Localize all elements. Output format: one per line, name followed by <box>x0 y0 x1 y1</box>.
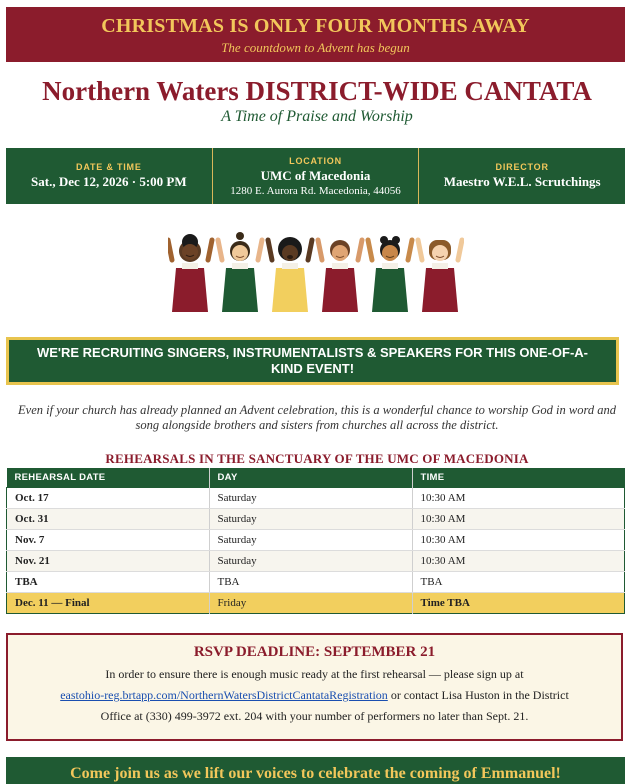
rehearsal-date: Nov. 21 <box>7 551 210 572</box>
rehearsal-date: Dec. 11 — Final <box>7 593 210 614</box>
rsvp-line-2: or contact Lisa Huston in the District <box>387 688 569 702</box>
date-time-label: DATE & TIME <box>76 162 142 172</box>
page-title: Northern Waters DISTRICT-WIDE CANTATA <box>42 76 592 106</box>
rehearsal-time: 10:30 AM <box>412 551 625 572</box>
rehearsal-day: Saturday <box>209 551 412 572</box>
table-row <box>7 509 625 530</box>
rehearsal-time: 10:30 AM <box>412 509 625 530</box>
rehearsal-date: Oct. 17 <box>7 488 210 509</box>
rsvp-line-1: In order to ensure there is enough music ready at the first rehearsal — please sign up at <box>105 667 524 681</box>
choir-singer <box>168 234 212 312</box>
rehearsal-day: TBA <box>209 572 412 593</box>
rsvp-box <box>6 633 623 741</box>
location-value: UMC of Macedonia <box>260 167 371 183</box>
rehearsal-time: 10:30 AM <box>412 488 625 509</box>
banner-headline: CHRISTMAS IS ONLY FOUR MONTHS AWAY <box>101 15 530 37</box>
footer-banner: Come join us as we lift our voices to celebrate the coming of Emmanuel! <box>6 757 625 784</box>
rsvp-text <box>8 664 621 727</box>
choir-singer <box>268 237 312 312</box>
director-label: DIRECTOR <box>495 162 549 172</box>
event-info-bar <box>6 148 625 204</box>
rehearsal-schedule-table <box>6 468 625 614</box>
rehearsal-time: 10:30 AM <box>412 530 625 551</box>
choir-singer <box>368 236 412 312</box>
rehearsal-date: TBA <box>7 572 210 593</box>
rehearsal-time: TBA <box>412 572 625 593</box>
rehearsal-day: Saturday <box>209 488 412 509</box>
location-address: 1280 E. Aurora Rd. Macedonia, 44056 <box>230 184 401 197</box>
director-cell <box>418 148 625 204</box>
top-banner <box>6 7 625 62</box>
banner-subline: The countdown to Advent has begun <box>221 40 410 55</box>
column-header-day: DAY <box>209 468 412 488</box>
page-subtitle: A Time of Praise and Worship <box>221 108 413 125</box>
column-header-date: REHEARSAL DATE <box>7 468 210 488</box>
rehearsal-date: Oct. 31 <box>7 509 210 530</box>
date-time-value: Sat., Dec 12, 2026 · 5:00 PM <box>31 174 187 189</box>
table-row <box>7 530 625 551</box>
rsvp-line-3: Office at (330) 499-3972 ext. 204 with your number of performers no later than Sept. 21. <box>100 709 529 723</box>
table-row-final <box>7 593 625 614</box>
rsvp-heading: RSVP DEADLINE: SEPTEMBER 21 <box>193 644 436 660</box>
rehearsal-day: Friday <box>209 593 412 614</box>
rehearsal-day: Saturday <box>209 530 412 551</box>
column-header-time: TIME <box>412 468 625 488</box>
location-label: LOCATION <box>289 155 342 166</box>
director-value: Maestro W.E.L. Scrutchings <box>443 174 601 189</box>
choir-singer <box>418 240 462 312</box>
choir-illustration <box>168 230 464 316</box>
choir-singer <box>218 232 262 312</box>
rehearsal-day: Saturday <box>209 509 412 530</box>
choir-singer <box>318 240 362 312</box>
table-row <box>7 488 625 509</box>
rehearsals-heading: REHEARSALS IN THE SANCTUARY OF THE UMC OF MACEDONIA <box>105 451 529 466</box>
rehearsal-date: Nov. 7 <box>7 530 210 551</box>
location-cell <box>212 148 419 204</box>
intro-paragraph: Even if your church has already planned an Advent celebration, this is a wonderful chance to worship God in word and song alongside brothers and sisters from churches all across the district. <box>18 403 616 432</box>
table-row <box>7 572 625 593</box>
recruiting-banner: WE'RE RECRUITING SINGERS, INSTRUMENTALISTS & SPEAKERS FOR THIS ONE-OF-A-KIND EVENT! <box>6 337 619 385</box>
date-time-cell <box>6 148 212 204</box>
table-header-row <box>7 468 625 488</box>
registration-link[interactable]: eastohio-reg.brtapp.com/NorthernWatersDistrictCantataRegistration <box>60 688 388 702</box>
rehearsal-time: Time TBA <box>412 593 625 614</box>
table-row <box>7 551 625 572</box>
